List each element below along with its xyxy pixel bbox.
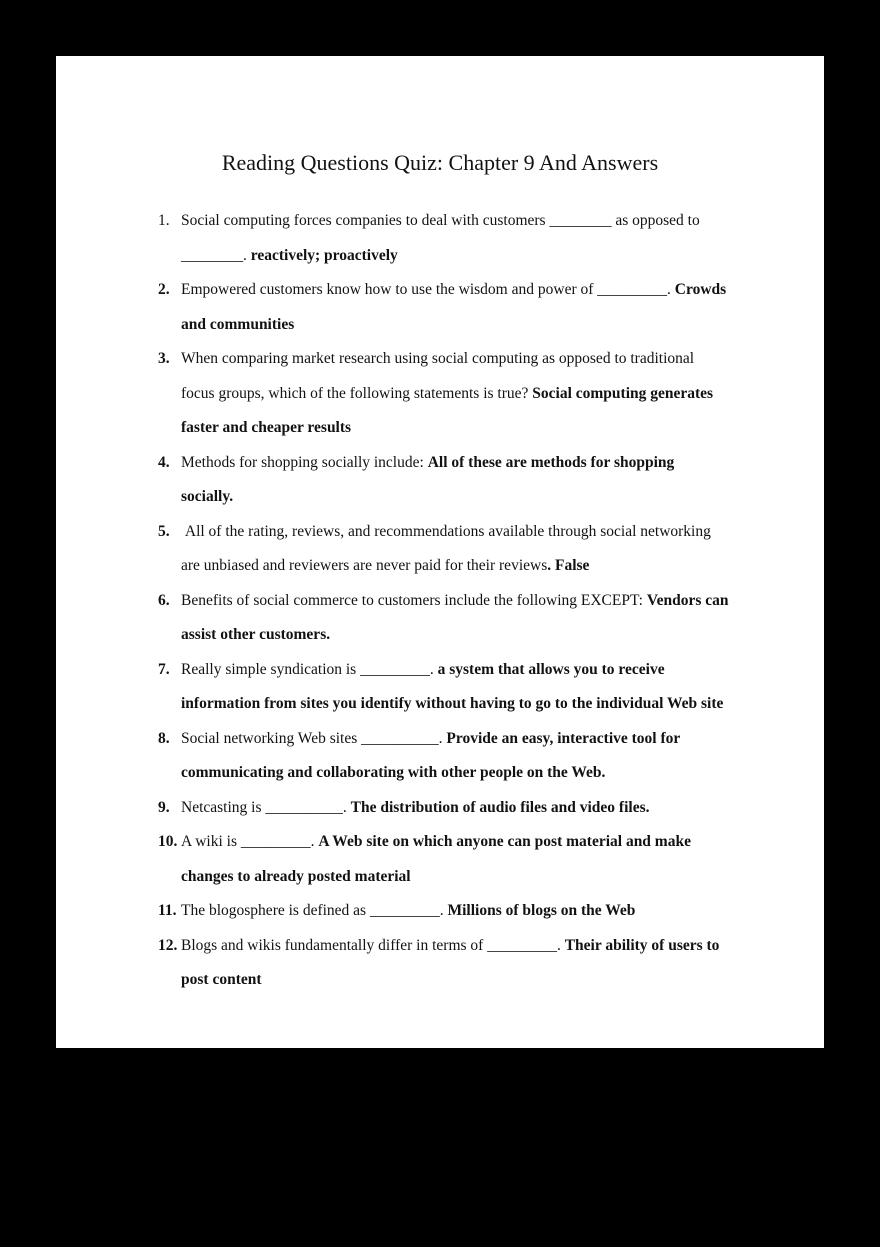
question-prompt: Netcasting is __________.: [181, 798, 351, 816]
question-item: [56, 791, 824, 826]
question-item: [56, 342, 824, 446]
answer-text: A Web site on which anyone can post material and make changes to already posted material: [181, 833, 695, 885]
question-prompt: Blogs and wikis fundamentally differ in terms of _________.: [181, 936, 565, 954]
question-prompt: Benefits of social commerce to customers include the following EXCEPT:: [181, 591, 647, 609]
question-number: 7.: [158, 660, 170, 678]
question-item: [56, 825, 824, 894]
question-item: [56, 515, 824, 584]
question-text: [181, 833, 695, 885]
answer-text: . False: [547, 557, 590, 574]
question-number: 5.: [158, 522, 170, 540]
question-item: [56, 929, 824, 998]
question-text: [181, 902, 635, 919]
questions-list: [56, 204, 824, 998]
answer-text: Vendors can assist other customers.: [181, 591, 733, 643]
question-prompt: Social computing forces companies to deal with customers ________ as opposed to ________.: [181, 212, 704, 264]
answer-text: a system that allows you to receive information from sites you identify without having to go to the individual Web site: [181, 660, 724, 712]
question-item: [56, 446, 824, 515]
question-number: 12.: [158, 936, 178, 954]
question-number: 2.: [158, 281, 170, 298]
document-page: [56, 56, 824, 1048]
answer-text: Their ability of users to post content: [181, 936, 724, 988]
question-number: 6.: [158, 591, 170, 609]
question-text: [181, 592, 732, 644]
question-text: [181, 281, 730, 333]
question-item: [56, 273, 824, 342]
question-number: 9.: [158, 798, 170, 816]
answer-text: All of these are methods for shopping socially.: [181, 453, 679, 505]
question-prompt: Methods for shopping socially include:: [181, 453, 428, 471]
question-text: [181, 350, 717, 436]
question-item: [56, 894, 824, 929]
answer-text: The distribution of audio files and video files.: [350, 798, 650, 816]
question-text: [181, 454, 678, 506]
question-text: [181, 730, 684, 782]
question-prompt: Social networking Web sites __________.: [181, 729, 447, 747]
question-number: 1.: [158, 212, 170, 229]
question-item: [56, 204, 824, 273]
question-prompt: When comparing market research using social computing as opposed to traditional focus groups, which of the following statements is true?: [181, 350, 698, 402]
question-text: [181, 523, 715, 575]
question-number: 3.: [158, 350, 170, 367]
question-item: [56, 722, 824, 791]
question-number: 8.: [158, 729, 170, 747]
question-text: [181, 799, 649, 816]
question-prompt: Really simple syndication is _________.: [181, 660, 438, 678]
answer-text: Social computing generates faster and cheaper results: [181, 384, 717, 436]
question-item: [56, 584, 824, 653]
question-prompt: The blogosphere is defined as _________.: [181, 902, 448, 919]
question-prompt: A wiki is _________.: [181, 833, 319, 850]
answer-text: Provide an easy, interactive tool for communicating and collaborating with other people on the Web.: [181, 729, 684, 781]
question-number: 4.: [158, 453, 170, 471]
question-prompt: All of the rating, reviews, and recommendations available through social networking are unbiased and reviewers are never paid for their reviews: [181, 522, 715, 574]
question-number: 11.: [158, 902, 177, 919]
question-prompt: Empowered customers know how to use the wisdom and power of _________.: [181, 281, 675, 298]
question-text: [181, 212, 704, 264]
answer-text: reactively; proactively: [250, 246, 398, 264]
answer-text: Millions of blogs on the Web: [447, 902, 636, 919]
question-item: [56, 653, 824, 722]
question-number: 10.: [158, 833, 178, 850]
document-title: Reading Questions Quiz: Chapter 9 And Answers: [221, 150, 659, 175]
answer-text: Crowds and communities: [181, 281, 731, 333]
question-text: [181, 661, 723, 713]
question-text: [181, 937, 723, 989]
